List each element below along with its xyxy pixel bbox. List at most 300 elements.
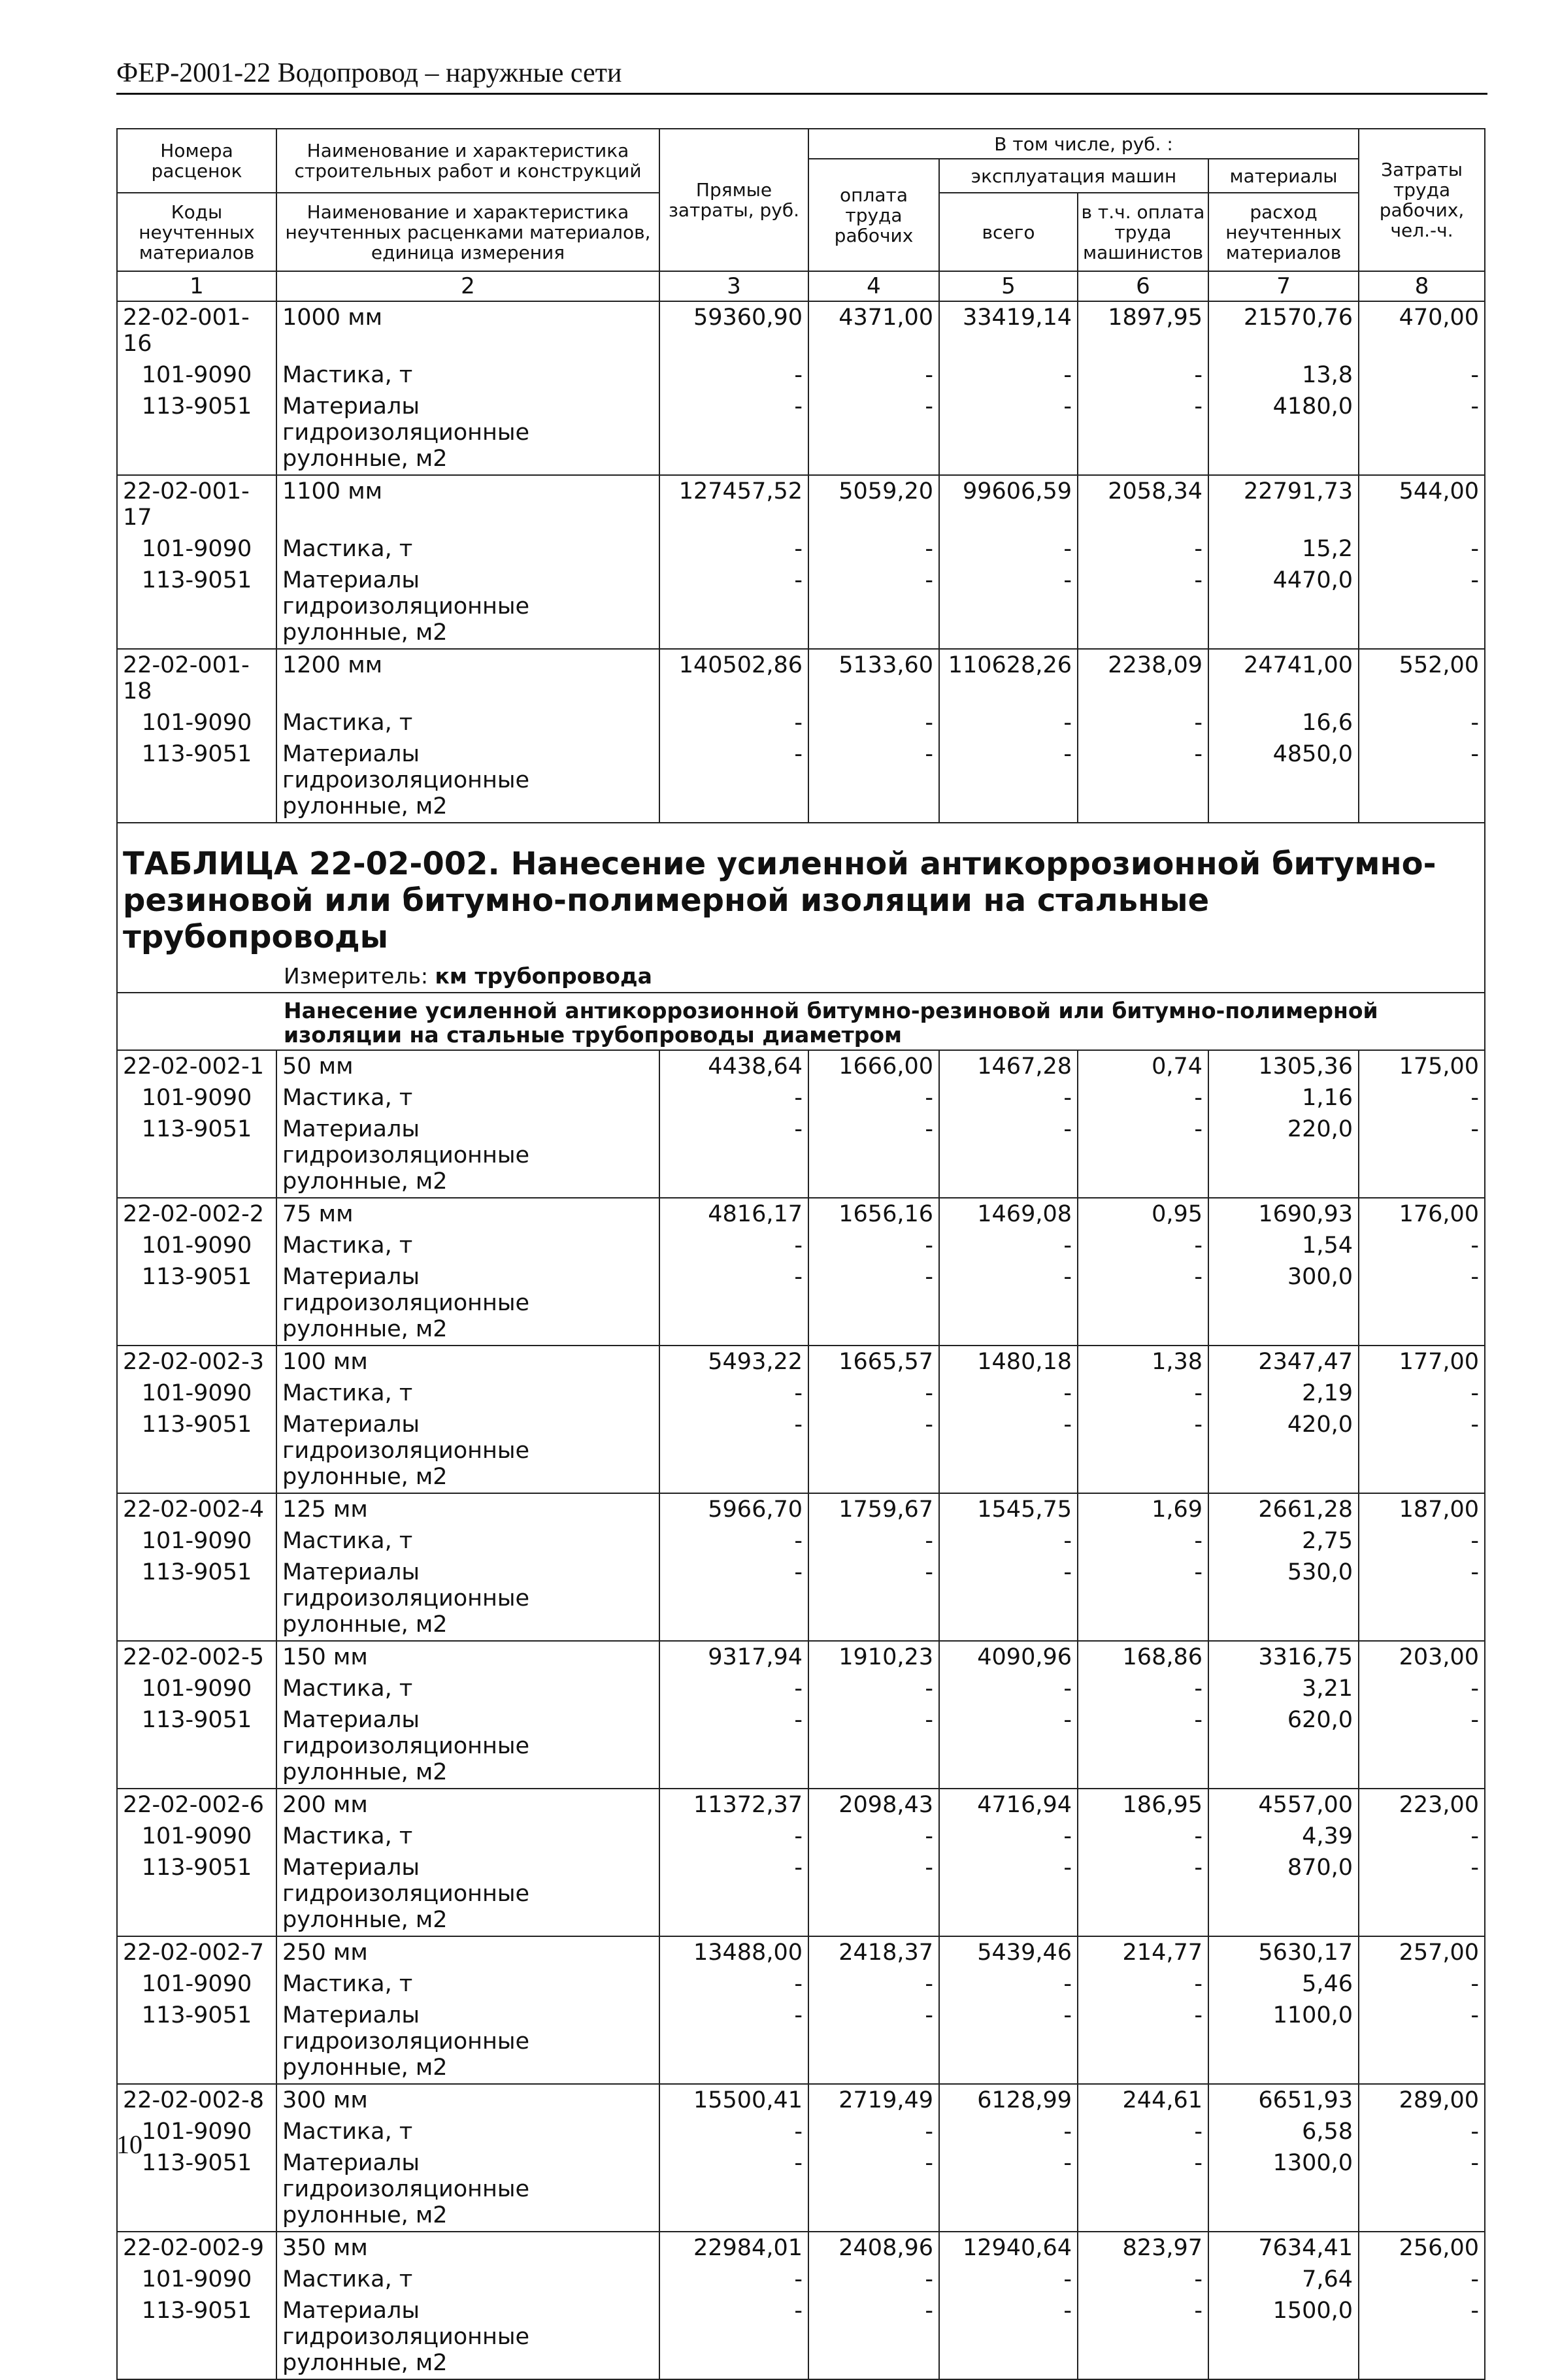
empty-dash: - xyxy=(1078,2264,1208,2295)
material-name: Мастика, т xyxy=(276,1525,659,1557)
material-row xyxy=(117,2295,1485,2379)
empty-dash: - xyxy=(1359,2147,1485,2232)
empty-dash: - xyxy=(1359,1852,1485,1936)
material-row xyxy=(117,1114,1485,1198)
machine-operator-cost: 244,61 xyxy=(1078,2084,1208,2116)
empty-dash: - xyxy=(808,533,939,565)
empty-dash: - xyxy=(1359,1378,1485,1409)
empty-dash: - xyxy=(1359,2000,1485,2084)
machine-cost-total: 1480,18 xyxy=(939,1346,1078,1378)
material-row xyxy=(117,738,1485,823)
machine-operator-cost: 1,38 xyxy=(1078,1346,1208,1378)
empty-dash: - xyxy=(659,1261,808,1346)
material-row xyxy=(117,391,1485,475)
labor-hours: 470,00 xyxy=(1359,301,1485,359)
empty-dash: - xyxy=(1359,1968,1485,2000)
material-quantity: 220,0 xyxy=(1208,1114,1359,1198)
table-row xyxy=(117,1789,1485,1821)
empty-dash: - xyxy=(1359,391,1485,475)
labor-cost: 2418,37 xyxy=(808,1936,939,1968)
empty-dash: - xyxy=(939,1852,1078,1936)
table-002-heading xyxy=(117,823,1485,1050)
empty-dash: - xyxy=(808,1230,939,1261)
rate-name: 50 мм xyxy=(276,1050,659,1082)
material-row xyxy=(117,2116,1485,2147)
materials-cost: 22791,73 xyxy=(1208,475,1359,533)
direct-cost: 127457,52 xyxy=(659,475,808,533)
empty-dash: - xyxy=(939,2116,1078,2147)
table-row xyxy=(117,1493,1485,1525)
material-row xyxy=(117,359,1485,391)
machine-operator-cost: 0,95 xyxy=(1078,1198,1208,1230)
direct-cost: 5966,70 xyxy=(659,1493,808,1525)
empty-dash: - xyxy=(1078,2147,1208,2232)
header-machines-group: эксплуатация машин xyxy=(939,159,1208,193)
material-code: 113-9051 xyxy=(117,565,276,649)
empty-dash: - xyxy=(1078,1557,1208,1641)
materials-cost: 24741,00 xyxy=(1208,649,1359,707)
empty-dash: - xyxy=(1359,738,1485,823)
empty-dash: - xyxy=(939,1821,1078,1852)
material-row xyxy=(117,1852,1485,1936)
column-number: 5 xyxy=(939,271,1078,301)
section-title: Нанесение усиленной антикоррозионной битумно-резиновой или битумно-полимерной изоляции на стальные трубопроводы диаметром xyxy=(117,993,1485,1050)
material-quantity: 870,0 xyxy=(1208,1852,1359,1936)
material-row xyxy=(117,533,1485,565)
empty-dash: - xyxy=(1359,1409,1485,1493)
empty-dash: - xyxy=(939,1673,1078,1704)
empty-dash: - xyxy=(1078,1673,1208,1704)
material-quantity: 300,0 xyxy=(1208,1261,1359,1346)
material-code: 101-9090 xyxy=(117,359,276,391)
table-row xyxy=(117,1936,1485,1968)
labor-hours: 223,00 xyxy=(1359,1789,1485,1821)
material-name: Мастика, т xyxy=(276,1968,659,2000)
material-code: 101-9090 xyxy=(117,2264,276,2295)
labor-cost: 4371,00 xyxy=(808,301,939,359)
empty-dash: - xyxy=(939,738,1078,823)
material-name: Мастика, т xyxy=(276,1821,659,1852)
rate-name: 200 мм xyxy=(276,1789,659,1821)
empty-dash: - xyxy=(1359,1114,1485,1198)
empty-dash: - xyxy=(808,1409,939,1493)
material-row xyxy=(117,1261,1485,1346)
material-code: 101-9090 xyxy=(117,1082,276,1114)
table-row xyxy=(117,2232,1485,2264)
machine-cost-total: 99606,59 xyxy=(939,475,1078,533)
machine-operator-cost: 1897,95 xyxy=(1078,301,1208,359)
empty-dash: - xyxy=(939,1409,1078,1493)
table-row xyxy=(117,1198,1485,1230)
machine-cost-total: 1469,08 xyxy=(939,1198,1078,1230)
machine-operator-cost: 823,97 xyxy=(1078,2232,1208,2264)
rate-code: 22-02-002-2 xyxy=(117,1198,276,1230)
material-quantity: 1500,0 xyxy=(1208,2295,1359,2379)
machine-operator-cost: 186,95 xyxy=(1078,1789,1208,1821)
empty-dash: - xyxy=(1078,533,1208,565)
materials-cost: 2661,28 xyxy=(1208,1493,1359,1525)
materials-cost: 7634,41 xyxy=(1208,2232,1359,2264)
top-rows xyxy=(117,301,1485,823)
empty-dash: - xyxy=(1078,1704,1208,1789)
labor-cost: 2408,96 xyxy=(808,2232,939,2264)
empty-dash: - xyxy=(939,1378,1078,1409)
empty-dash: - xyxy=(1359,1525,1485,1557)
material-name: Материалы гидроизоляционные рулонные, м2 xyxy=(276,2000,659,2084)
empty-dash: - xyxy=(1078,2116,1208,2147)
empty-dash: - xyxy=(1078,391,1208,475)
empty-dash: - xyxy=(659,391,808,475)
rate-code: 22-02-002-1 xyxy=(117,1050,276,1082)
machine-cost-total: 4090,96 xyxy=(939,1641,1078,1673)
empty-dash: - xyxy=(939,1557,1078,1641)
rate-code: 22-02-001-17 xyxy=(117,475,276,533)
material-code: 101-9090 xyxy=(117,707,276,738)
header-col2-top: Наименование и характеристика строительных работ и конструкций xyxy=(276,129,659,193)
labor-cost: 1666,00 xyxy=(808,1050,939,1082)
machine-operator-cost: 2058,34 xyxy=(1078,475,1208,533)
material-code: 113-9051 xyxy=(117,1114,276,1198)
empty-dash: - xyxy=(808,1082,939,1114)
material-quantity: 16,6 xyxy=(1208,707,1359,738)
material-row xyxy=(117,1704,1485,1789)
column-number: 3 xyxy=(659,271,808,301)
rate-code: 22-02-002-9 xyxy=(117,2232,276,2264)
labor-cost: 5133,60 xyxy=(808,649,939,707)
material-code: 101-9090 xyxy=(117,1378,276,1409)
empty-dash: - xyxy=(939,2147,1078,2232)
labor-hours: 203,00 xyxy=(1359,1641,1485,1673)
column-number: 2 xyxy=(276,271,659,301)
material-code: 113-9051 xyxy=(117,1261,276,1346)
material-row xyxy=(117,1378,1485,1409)
empty-dash: - xyxy=(1359,2295,1485,2379)
material-code: 101-9090 xyxy=(117,1968,276,2000)
material-quantity: 15,2 xyxy=(1208,533,1359,565)
rate-code: 22-02-002-8 xyxy=(117,2084,276,2116)
machine-operator-cost: 1,69 xyxy=(1078,1493,1208,1525)
column-number: 4 xyxy=(808,271,939,301)
material-name: Мастика, т xyxy=(276,359,659,391)
material-name: Материалы гидроизоляционные рулонные, м2 xyxy=(276,565,659,649)
table-row xyxy=(117,475,1485,533)
machine-cost-total: 12940,64 xyxy=(939,2232,1078,2264)
table-row xyxy=(117,1346,1485,1378)
empty-dash: - xyxy=(939,2295,1078,2379)
rate-name: 1200 мм xyxy=(276,649,659,707)
labor-cost: 1665,57 xyxy=(808,1346,939,1378)
empty-dash: - xyxy=(1359,1673,1485,1704)
table-row xyxy=(117,649,1485,707)
material-row xyxy=(117,1230,1485,1261)
table-row xyxy=(117,1641,1485,1673)
material-code: 101-9090 xyxy=(117,2116,276,2147)
empty-dash: - xyxy=(939,1704,1078,1789)
materials-cost: 1305,36 xyxy=(1208,1050,1359,1082)
material-name: Материалы гидроизоляционные рулонные, м2 xyxy=(276,1409,659,1493)
machine-cost-total: 5439,46 xyxy=(939,1936,1078,1968)
material-name: Материалы гидроизоляционные рулонные, м2 xyxy=(276,2295,659,2379)
rate-name: 125 мм xyxy=(276,1493,659,1525)
material-name: Мастика, т xyxy=(276,1230,659,1261)
empty-dash: - xyxy=(808,2116,939,2147)
measure-value: км трубопровода xyxy=(435,963,652,989)
empty-dash: - xyxy=(808,738,939,823)
empty-dash: - xyxy=(1078,1261,1208,1346)
empty-dash: - xyxy=(659,738,808,823)
labor-cost: 1759,67 xyxy=(808,1493,939,1525)
empty-dash: - xyxy=(808,1114,939,1198)
column-number: 6 xyxy=(1078,271,1208,301)
direct-cost: 22984,01 xyxy=(659,2232,808,2264)
empty-dash: - xyxy=(659,1378,808,1409)
empty-dash: - xyxy=(939,1525,1078,1557)
measure-label: Измеритель: xyxy=(284,963,435,989)
labor-hours: 289,00 xyxy=(1359,2084,1485,2116)
header-col1-bottom: Коды неучтенных материалов xyxy=(117,193,276,271)
rate-name: 150 мм xyxy=(276,1641,659,1673)
empty-dash: - xyxy=(659,565,808,649)
materials-cost: 6651,93 xyxy=(1208,2084,1359,2116)
material-row xyxy=(117,1082,1485,1114)
header-col5: всего xyxy=(939,193,1078,271)
materials-cost: 3316,75 xyxy=(1208,1641,1359,1673)
empty-dash: - xyxy=(1359,1704,1485,1789)
empty-dash: - xyxy=(1078,1821,1208,1852)
machine-cost-total: 6128,99 xyxy=(939,2084,1078,2116)
material-code: 113-9051 xyxy=(117,1557,276,1641)
empty-dash: - xyxy=(808,565,939,649)
material-name: Мастика, т xyxy=(276,2264,659,2295)
empty-dash: - xyxy=(1078,1082,1208,1114)
empty-dash: - xyxy=(1078,2295,1208,2379)
empty-dash: - xyxy=(659,2147,808,2232)
column-number-row xyxy=(117,271,1485,301)
empty-dash: - xyxy=(1359,565,1485,649)
material-code: 101-9090 xyxy=(117,533,276,565)
material-code: 101-9090 xyxy=(117,1821,276,1852)
direct-cost: 5493,22 xyxy=(659,1346,808,1378)
rate-name: 100 мм xyxy=(276,1346,659,1378)
material-name: Материалы гидроизоляционные рулонные, м2 xyxy=(276,391,659,475)
material-name: Материалы гидроизоляционные рулонные, м2 xyxy=(276,2147,659,2232)
labor-hours: 176,00 xyxy=(1359,1198,1485,1230)
labor-cost: 2719,49 xyxy=(808,2084,939,2116)
labor-hours: 552,00 xyxy=(1359,649,1485,707)
empty-dash: - xyxy=(939,707,1078,738)
empty-dash: - xyxy=(939,391,1078,475)
empty-dash: - xyxy=(808,1852,939,1936)
rate-code: 22-02-002-3 xyxy=(117,1346,276,1378)
empty-dash: - xyxy=(659,533,808,565)
empty-dash: - xyxy=(659,1114,808,1198)
empty-dash: - xyxy=(1359,1230,1485,1261)
empty-dash: - xyxy=(1359,359,1485,391)
material-code: 113-9051 xyxy=(117,1704,276,1789)
material-quantity: 2,75 xyxy=(1208,1525,1359,1557)
empty-dash: - xyxy=(939,533,1078,565)
direct-cost: 13488,00 xyxy=(659,1936,808,1968)
empty-dash: - xyxy=(659,1557,808,1641)
material-code: 113-9051 xyxy=(117,2147,276,2232)
empty-dash: - xyxy=(659,1409,808,1493)
empty-dash: - xyxy=(939,2000,1078,2084)
empty-dash: - xyxy=(659,1968,808,2000)
material-name: Мастика, т xyxy=(276,533,659,565)
table-title: ТАБЛИЦА 22-02-002. Нанесение усиленной антикоррозионной битумно-резиновой или битумно-полимерной изоляции на стальные трубопроводы xyxy=(117,823,1485,961)
empty-dash: - xyxy=(1359,1082,1485,1114)
empty-dash: - xyxy=(1078,359,1208,391)
header-col1-top: Номера расценок xyxy=(117,129,276,193)
empty-dash: - xyxy=(1359,2264,1485,2295)
empty-dash: - xyxy=(808,1968,939,2000)
rate-name: 300 мм xyxy=(276,2084,659,2116)
empty-dash: - xyxy=(1078,707,1208,738)
header-col3: Прямые затраты, руб. xyxy=(659,129,808,271)
material-name: Мастика, т xyxy=(276,1378,659,1409)
empty-dash: - xyxy=(1078,1230,1208,1261)
materials-cost: 2347,47 xyxy=(1208,1346,1359,1378)
material-quantity: 7,64 xyxy=(1208,2264,1359,2295)
material-row xyxy=(117,1557,1485,1641)
empty-dash: - xyxy=(1078,738,1208,823)
empty-dash: - xyxy=(659,1673,808,1704)
direct-cost: 4816,17 xyxy=(659,1198,808,1230)
material-name: Материалы гидроизоляционные рулонные, м2 xyxy=(276,1852,659,1936)
machine-operator-cost: 214,77 xyxy=(1078,1936,1208,1968)
empty-dash: - xyxy=(808,1378,939,1409)
empty-dash: - xyxy=(659,359,808,391)
material-quantity: 6,58 xyxy=(1208,2116,1359,2147)
header-col7: расход неучтенных материалов xyxy=(1208,193,1359,271)
material-code: 113-9051 xyxy=(117,738,276,823)
material-quantity: 3,21 xyxy=(1208,1673,1359,1704)
machine-cost-total: 1467,28 xyxy=(939,1050,1078,1082)
labor-hours: 175,00 xyxy=(1359,1050,1485,1082)
direct-cost: 11372,37 xyxy=(659,1789,808,1821)
material-quantity: 4180,0 xyxy=(1208,391,1359,475)
empty-dash: - xyxy=(1359,1557,1485,1641)
material-quantity: 13,8 xyxy=(1208,359,1359,391)
page-number: 10 xyxy=(116,2130,142,2159)
table-row xyxy=(117,301,1485,359)
material-code: 101-9090 xyxy=(117,1525,276,1557)
header-materials-group: материалы xyxy=(1208,159,1359,193)
material-quantity: 420,0 xyxy=(1208,1409,1359,1493)
material-row xyxy=(117,2147,1485,2232)
column-number: 8 xyxy=(1359,271,1485,301)
empty-dash: - xyxy=(939,1082,1078,1114)
empty-dash: - xyxy=(1078,1378,1208,1409)
empty-dash: - xyxy=(808,707,939,738)
empty-dash: - xyxy=(659,1082,808,1114)
empty-dash: - xyxy=(939,2264,1078,2295)
empty-dash: - xyxy=(1359,2116,1485,2147)
column-number: 1 xyxy=(117,271,276,301)
empty-dash: - xyxy=(808,2264,939,2295)
material-quantity: 1300,0 xyxy=(1208,2147,1359,2232)
material-name: Материалы гидроизоляционные рулонные, м2 xyxy=(276,1114,659,1198)
rate-code: 22-02-002-5 xyxy=(117,1641,276,1673)
material-row xyxy=(117,565,1485,649)
rate-name: 1000 мм xyxy=(276,301,659,359)
empty-dash: - xyxy=(659,1852,808,1936)
material-code: 101-9090 xyxy=(117,1673,276,1704)
empty-dash: - xyxy=(1078,1525,1208,1557)
empty-dash: - xyxy=(808,2000,939,2084)
empty-dash: - xyxy=(659,2264,808,2295)
empty-dash: - xyxy=(939,1968,1078,2000)
machine-operator-cost: 168,86 xyxy=(1078,1641,1208,1673)
machine-cost-total: 4716,94 xyxy=(939,1789,1078,1821)
rate-name: 75 мм xyxy=(276,1198,659,1230)
materials-cost: 21570,76 xyxy=(1208,301,1359,359)
material-code: 113-9051 xyxy=(117,391,276,475)
table-row xyxy=(117,1050,1485,1082)
material-quantity: 2,19 xyxy=(1208,1378,1359,1409)
column-number: 7 xyxy=(1208,271,1359,301)
material-quantity: 4470,0 xyxy=(1208,565,1359,649)
material-quantity: 5,46 xyxy=(1208,1968,1359,2000)
material-row xyxy=(117,2264,1485,2295)
rate-name: 1100 мм xyxy=(276,475,659,533)
material-row xyxy=(117,707,1485,738)
empty-dash: - xyxy=(659,1821,808,1852)
rate-code: 22-02-001-16 xyxy=(117,301,276,359)
materials-cost: 1690,93 xyxy=(1208,1198,1359,1230)
material-quantity: 1,54 xyxy=(1208,1230,1359,1261)
labor-hours: 544,00 xyxy=(1359,475,1485,533)
material-row xyxy=(117,1409,1485,1493)
bottom-rows xyxy=(117,1050,1485,2379)
measure-line xyxy=(117,961,1485,993)
empty-dash: - xyxy=(939,1230,1078,1261)
running-head: ФЕР-2001-22 Водопровод – наружные сети xyxy=(116,58,1487,95)
empty-dash: - xyxy=(808,1557,939,1641)
header-col4: оплата труда рабочих xyxy=(808,159,939,271)
empty-dash: - xyxy=(939,359,1078,391)
rate-code: 22-02-002-7 xyxy=(117,1936,276,1968)
labor-cost: 5059,20 xyxy=(808,475,939,533)
material-row xyxy=(117,1673,1485,1704)
material-code: 101-9090 xyxy=(117,1230,276,1261)
empty-dash: - xyxy=(808,391,939,475)
labor-hours: 187,00 xyxy=(1359,1493,1485,1525)
empty-dash: - xyxy=(808,1673,939,1704)
material-quantity: 1100,0 xyxy=(1208,2000,1359,2084)
empty-dash: - xyxy=(659,2295,808,2379)
material-name: Материалы гидроизоляционные рулонные, м2 xyxy=(276,1557,659,1641)
labor-hours: 256,00 xyxy=(1359,2232,1485,2264)
material-quantity: 4850,0 xyxy=(1208,738,1359,823)
labor-cost: 1910,23 xyxy=(808,1641,939,1673)
header-col2-bottom: Наименование и характеристика неучтенных расценками материалов, единица измерения xyxy=(276,193,659,271)
empty-dash: - xyxy=(939,1114,1078,1198)
direct-cost: 9317,94 xyxy=(659,1641,808,1673)
empty-dash: - xyxy=(808,1525,939,1557)
empty-dash: - xyxy=(808,1704,939,1789)
empty-dash: - xyxy=(1078,1114,1208,1198)
material-code: 113-9051 xyxy=(117,2000,276,2084)
empty-dash: - xyxy=(1078,565,1208,649)
material-name: Материалы гидроизоляционные рулонные, м2 xyxy=(276,1261,659,1346)
empty-dash: - xyxy=(1078,1968,1208,2000)
material-row xyxy=(117,1821,1485,1852)
material-quantity: 4,39 xyxy=(1208,1821,1359,1852)
material-row xyxy=(117,2000,1485,2084)
direct-cost: 59360,90 xyxy=(659,301,808,359)
rate-code: 22-02-002-4 xyxy=(117,1493,276,1525)
